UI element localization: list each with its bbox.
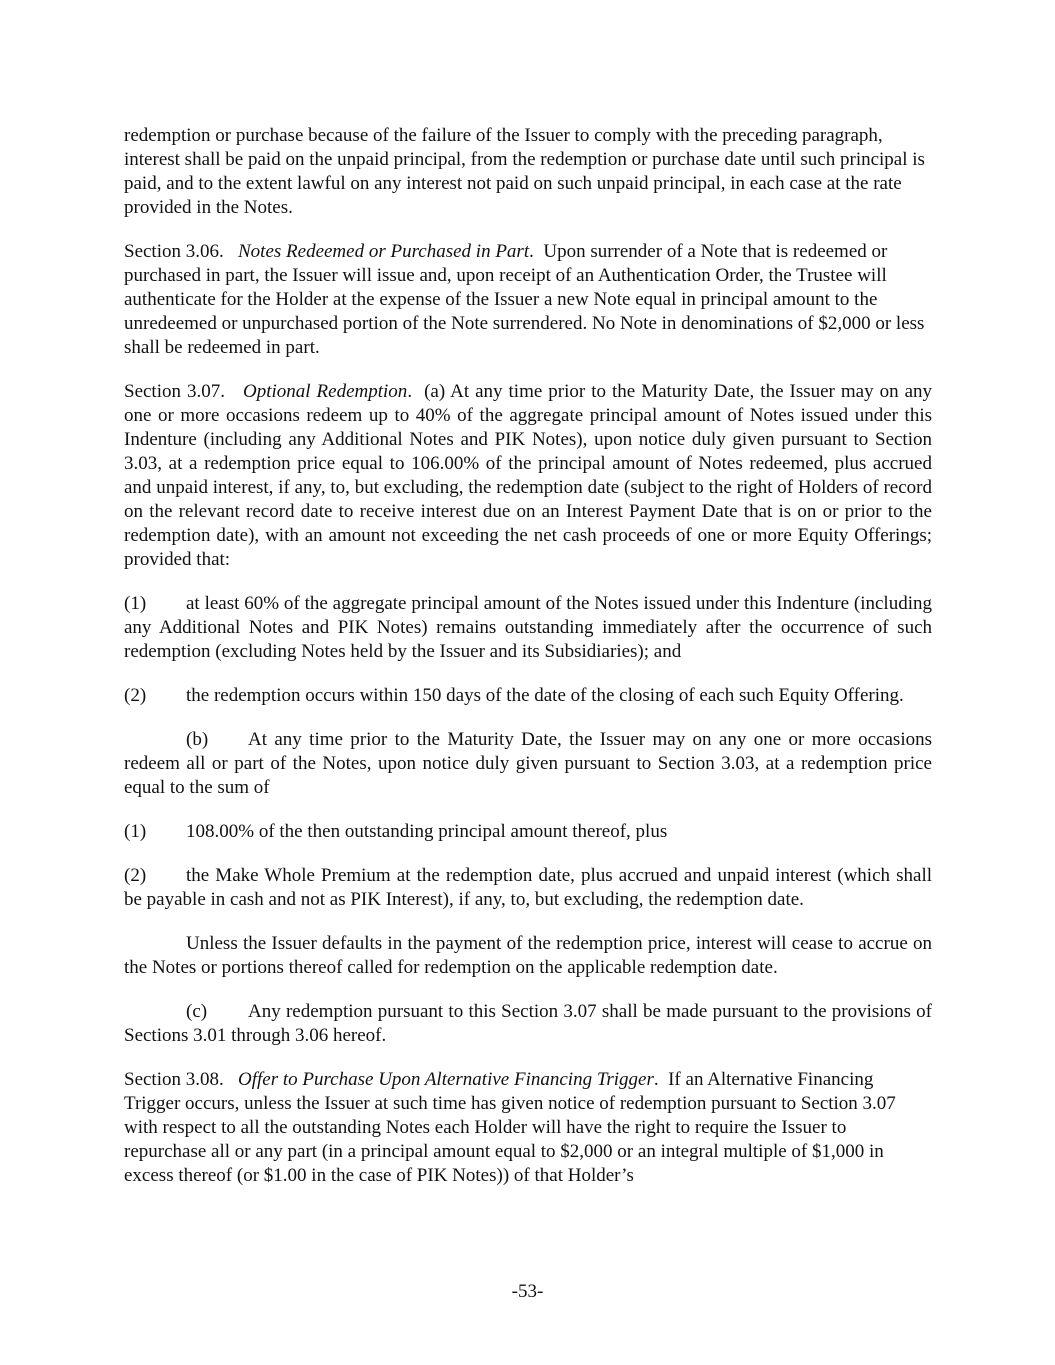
list-item-number: (1)	[124, 593, 147, 614]
subsection-label: (b)	[186, 729, 209, 750]
list-item-text: the redemption occurs within 150 days of the date of the closing of each such Equity Offering.	[186, 685, 904, 706]
section-title: Notes Redeemed or Purchased in Part	[238, 241, 530, 262]
section-number: Section 3.07.	[124, 381, 225, 402]
subsection-b	[124, 728, 932, 800]
list-item	[124, 864, 932, 912]
document-page	[124, 124, 932, 1208]
list-item	[124, 684, 932, 708]
section-title: Offer to Purchase Upon Alternative Financing Trigger	[238, 1069, 654, 1090]
section-3-07: Section 3.07. Optional Redemption. (a) At any time prior to the Maturity Date, the Issuer may on any one or more occasions redeem up to 40% of the aggregate principal amount of Notes issued under this Indenture (including any Additional Notes and PIK Notes), upon notice duly given pursuant to Section 3.03, at a redemption price equal to 106.00% of the principal amount of Notes redeemed, plus accrued and unpaid interest, if any, to, but excluding, the redemption date (subject to the right of Holders of record on the relevant record date to receive interest due on an Interest Payment Date that is on or prior to the redemption date), with an amount not exceeding the net cash proceeds of one or more Equity Offerings; provided that:	[124, 381, 933, 570]
list-item-text: at least 60% of the aggregate principal amount of the Notes issued under this Indenture (including any Additional Notes and PIK Notes) remains outstanding immediately after the occurrence of such redemption (excluding Notes held by the Issuer and its Subsidiaries); and	[124, 593, 932, 662]
list-item-number: (1)	[124, 821, 147, 842]
unless-paragraph	[124, 932, 932, 980]
section-body: If an Alternative Financing Trigger occurs, unless the Issuer at such time has given notice of redemption pursuant to Section 3.07 with respect to all the outstanding Notes each Holder will have the right to require the Issuer to repurchase all or any part (in a principal amount equal to $2,000 or an integral multiple of $1,000 in excess thereof (or $1.00 in the case of PIK Notes)) of that Holder’s	[124, 1069, 896, 1186]
list-item-text: the Make Whole Premium at the redemption date, plus accrued and unpaid interest (which shall be payable in cash and not as PIK Interest), if any, to, but excluding, the redemption date.	[124, 865, 932, 910]
paragraph-text: Unless the Issuer defaults in the payment of the redemption price, interest will cease to accrue on the Notes or portions thereof called for redemption on the applicable redemption date.	[124, 933, 932, 978]
list-item-text: 108.00% of the then outstanding principal amount thereof, plus	[186, 821, 668, 842]
subsection-c	[124, 1000, 932, 1048]
list-item	[124, 592, 932, 664]
section-body: Upon surrender of a Note that is redeemed or purchased in part, the Issuer will issue and, upon receipt of an Authentication Order, the Trustee will authenticate for the Holder at the expense of the Issuer a new Note equal in principal amount to the unredeemed or unpurchased portion of the Note surrendered. No Note in denominations of $2,000 or less shall be redeemed in part.	[124, 241, 925, 358]
subsection-label: (c)	[186, 1001, 208, 1022]
list-item-number: (2)	[124, 865, 147, 886]
page-number: -53-	[511, 1281, 544, 1302]
section-body: (a) At any time prior to the Maturity Date, the Issuer may on any one or more occasions redeem up to 40% of the aggregate principal amount of Notes issued under this Indenture (including any Additional Notes and PIK Notes), upon notice duly given pursuant to Section 3.03, at a redemption price equal to 106.00% of the principal amount of Notes redeemed, plus accrued and unpaid interest, if any, to, but excluding, the redemption date (subject to the right of Holders of record on the relevant record date to receive interest due on an Interest Payment Date that is on or prior to the redemption date), with an amount not exceeding the net cash proceeds of one or more Equity Offerings; provided that:	[124, 381, 933, 570]
list-item	[124, 820, 932, 844]
list-item-number: (2)	[124, 685, 147, 706]
section-3-06: Section 3.06. Notes Redeemed or Purchased in Part. Upon surrender of a Note that is redeemed or purchased in part, the Issuer will issue and, upon receipt of an Authentication Order, the Trustee will authenticate for the Holder at the expense of the Issuer a new Note equal in principal amount to the unredeemed or unpurchased portion of the Note surrendered. No Note in denominations of $2,000 or less shall be redeemed in part.	[124, 241, 925, 358]
section-title: Optional Redemption	[243, 381, 408, 402]
subsection-text: At any time prior to the Maturity Date, the Issuer may on any one or more occasions redeem all or part of the Notes, upon notice duly given pursuant to Section 3.03, at a redemption price equal to the sum of	[124, 729, 932, 798]
section-number: Section 3.06.	[124, 241, 224, 262]
section-3-08: Section 3.08. Offer to Purchase Upon Alternative Financing Trigger. If an Alternative Financing Trigger occurs, unless the Issuer at such time has given notice of redemption pursuant to Section 3.07 with respect to all the outstanding Notes each Holder will have the right to require the Issuer to repurchase all or any part (in a principal amount equal to $2,000 or an integral multiple of $1,000 in excess thereof (or $1.00 in the case of PIK Notes)) of that Holder’s	[124, 1069, 896, 1186]
paragraph-continuation: redemption or purchase because of the failure of the Issuer to comply with the preceding paragraph, interest shall be paid on the unpaid principal, from the redemption or purchase date until such principal is paid, and to the extent lawful on any interest not paid on such unpaid principal, in each case at the rate provided in the Notes.	[124, 125, 925, 218]
section-number: Section 3.08.	[124, 1069, 224, 1090]
subsection-text: Any redemption pursuant to this Section 3.07 shall be made pursuant to the provisions of Sections 3.01 through 3.06 hereof.	[124, 1001, 932, 1046]
